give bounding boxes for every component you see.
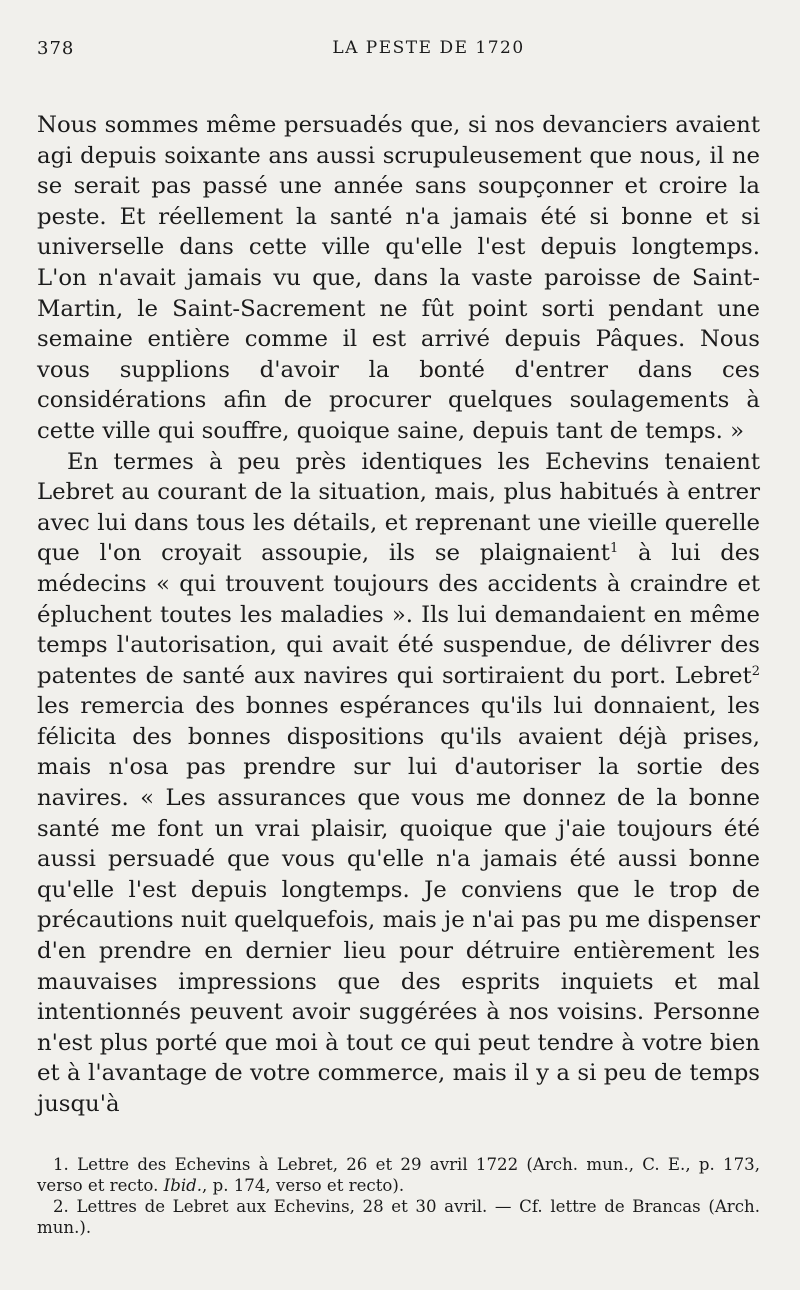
footnote-number: 1. [53,1154,69,1174]
running-title: LA PESTE DE 1720 [332,38,525,58]
footnote-text: Lettre des Echevins à Lebret, 26 et 29 avril 1722 (Arch. mun., C. E., p. 173, verso et recto. [37,1154,760,1195]
footnote-italic: Ibid. [163,1175,203,1195]
footnote-text: , p. 174, verso et recto). [202,1175,405,1195]
footnote-1 [37,1154,760,1196]
footnote-ref[interactable]: 2 [751,663,760,679]
paragraph-text: En termes à peu près identiques les Echevins tenaient Lebret au courant de la situation, mais, plus habitués à entrer avec lui dans tous les détails, et reprenant une vieille querelle que l'on croyait assoupie, ils se plaignaient [37,448,760,567]
paragraph-quote-end [37,110,760,447]
footnote-text: Lettres de Lebret aux Echevins, 28 et 30 avril. — Cf. lettre de Brancas (Arch. mun.). [37,1196,760,1237]
paragraph-text: Nous sommes même persuadés que, si nos devanciers avaient agi depuis soixante ans aussi scrupuleusement que nous, il ne se serait pas passé une année sans soupçonner et croire la peste. Et réellement la santé n'a jamais été si bonne et si universelle dans cette ville qu'elle l'est depuis longtemps. L'on n'avait jamais vu que, dans la vaste paroisse de Saint-Martin, le Saint-Sacrement ne fût point sorti pendant une semaine entière comme il est arrivé depuis Pâques. Nous vous supplions d'avoir la bonté d'entrer dans ces considérations afin de procurer quelques soulagements à cette ville qui souffre, quoique saine, depuis tant de temps. » [37,112,760,444]
footnote-number: 2. [53,1196,69,1216]
footnote-ref[interactable]: 1 [609,541,619,557]
footnote-2 [37,1196,760,1238]
body-text [37,110,760,1120]
paragraph-text: à lui des médecins « qui trouvent toujours des accidents à craindre et épluchent toutes les maladies ». Ils lui demandaient en même temps l'autorisation, qui avait été suspendue, de délivrer des patentes de santé aux navires qui sortiraient du port. Lebret [37,540,760,689]
page-number: 378 [37,38,75,59]
paragraph-text: les remercia des bonnes espérances qu'ils lui donnaient, les félicita des bonnes dispositions qu'ils avaient déjà prises, mais n'osa pas prendre sur lui d'autoriser la sortie des navires. « Les assurances que vous me donnez de la bonne santé me font un vrai plaisir, quoique que j'aie toujours été aussi persuadé que vous qu'elle n'a jamais été aussi bonne qu'elle l'est depuis longtemps. Je conviens que le trop de précautions nuit quelquefois, mais je n'ai pas pu me dispenser d'en prendre en dernier lieu pour détruire entièrement les mauvaises impressions que des esprits inquiets et mal intentionnés peuvent avoir suggérées à nos voisins. Personne n'est plus porté que moi à tout ce qui peut tendre à votre bien et à l'avantage de votre commerce, mais il y a si peu de temps jusqu'à [37,693,760,1117]
footnotes [37,1154,760,1238]
running-head [37,30,760,60]
paragraph-echevins [37,447,760,1120]
